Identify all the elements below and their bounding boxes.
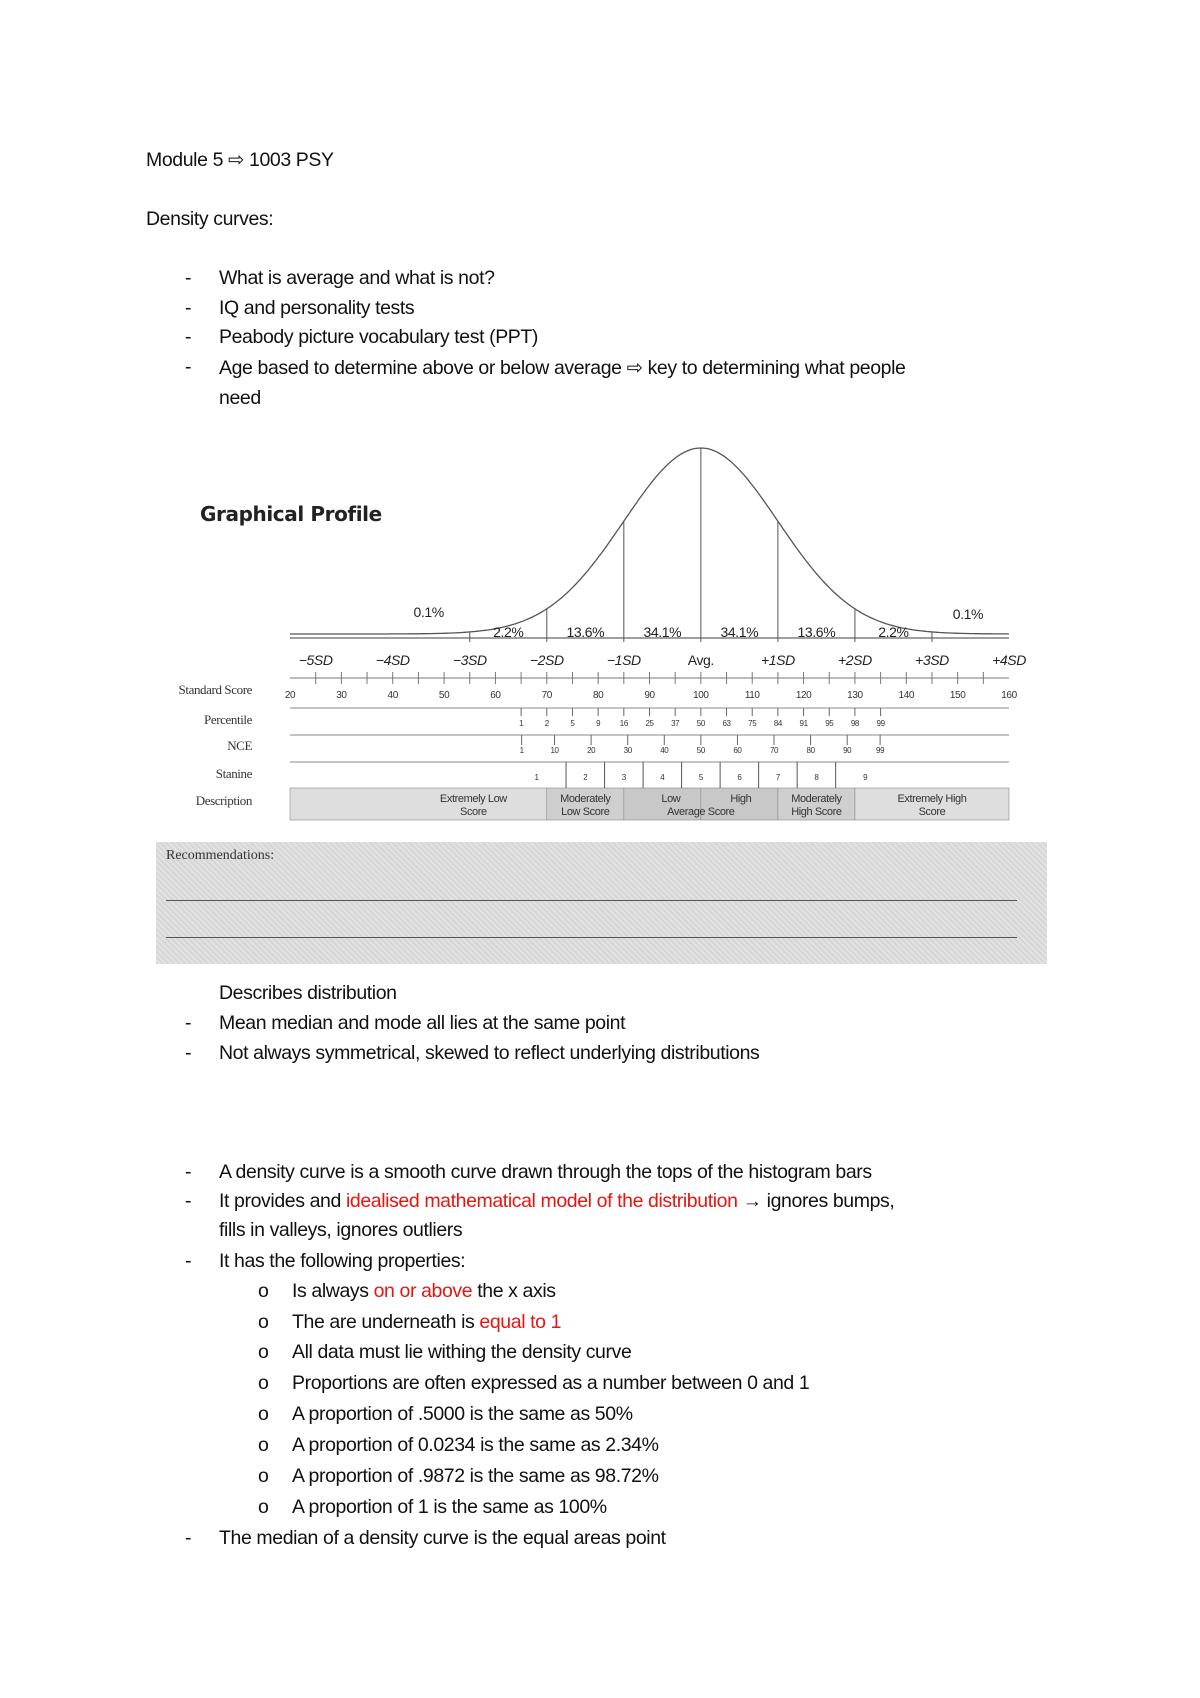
list-item: The median of a density curve is the equal areas point bbox=[219, 1527, 666, 1549]
description-label: Moderately bbox=[560, 793, 611, 805]
sub-bullet-marker: o bbox=[258, 1434, 269, 1456]
standard-score-label: 20 bbox=[284, 690, 296, 701]
sub-bullet-marker: o bbox=[258, 1280, 269, 1302]
text: It provides and bbox=[219, 1190, 346, 1212]
sub-bullet-marker: o bbox=[258, 1341, 269, 1363]
description-label: High bbox=[730, 793, 752, 805]
stanine-label: 2 bbox=[583, 773, 588, 782]
percentile-label: 84 bbox=[773, 719, 782, 728]
bullet-dash: - bbox=[185, 1012, 192, 1034]
nce-label: 40 bbox=[660, 746, 669, 755]
description-label: Average Score bbox=[667, 806, 735, 818]
percentile-label: 5 bbox=[570, 719, 575, 728]
standard-score-label: 40 bbox=[387, 690, 398, 701]
list-item: What is average and what is not? bbox=[219, 267, 495, 289]
sd-label: −3SD bbox=[452, 652, 487, 668]
standard-score-label: 160 bbox=[1001, 690, 1017, 701]
sd-label: +2SD bbox=[838, 652, 872, 668]
bullet-dash: - bbox=[185, 1190, 192, 1212]
standard-score-label: 60 bbox=[490, 690, 501, 701]
sd-label: +3SD bbox=[915, 652, 949, 668]
percentile-label: 95 bbox=[825, 719, 834, 728]
percentile-label: 98 bbox=[850, 719, 859, 728]
list-item-continuation: need bbox=[219, 387, 261, 409]
area-percent-label: 0.1% bbox=[952, 606, 984, 622]
standard-score-label: 50 bbox=[438, 690, 450, 701]
description-label: Moderately bbox=[791, 793, 842, 805]
area-percent-label: 13.6% bbox=[797, 624, 836, 640]
bullet-dash: - bbox=[185, 356, 192, 378]
list-item: Age based to determine above or below average ⇨ key to determining what people bbox=[219, 357, 906, 379]
stanine-label: 5 bbox=[698, 773, 703, 782]
sub-list-item: A proportion of .5000 is the same as 50% bbox=[292, 1403, 633, 1425]
nce-label: 70 bbox=[769, 746, 779, 755]
recommendation-line bbox=[166, 900, 1017, 901]
row-label-percentile: Percentile bbox=[204, 712, 252, 727]
doc-title: Module 5 ⇨ 1003 PSY bbox=[146, 149, 334, 171]
section-heading: Density curves: bbox=[146, 208, 274, 230]
sub-list-item: A proportion of 1 is the same as 100% bbox=[292, 1496, 607, 1518]
standard-score-label: 30 bbox=[336, 690, 347, 701]
percentile-label: 50 bbox=[696, 719, 705, 728]
graphical-profile-figure bbox=[0, 440, 1200, 840]
stanine-label: 8 bbox=[814, 773, 819, 782]
description-label: Score bbox=[460, 806, 487, 818]
sub-list-item: A proportion of .9872 is the same as 98.72% bbox=[292, 1465, 659, 1487]
standard-score-label: 120 bbox=[795, 690, 812, 701]
percentile-label: 75 bbox=[748, 719, 757, 728]
bullet-dash: - bbox=[185, 1250, 192, 1272]
row-label-description: Description bbox=[195, 793, 252, 808]
bullet-dash: - bbox=[185, 297, 192, 319]
percentile-label: 1 bbox=[519, 719, 524, 728]
nce-label: 1 bbox=[519, 746, 524, 755]
standard-score-label: 70 bbox=[541, 690, 552, 701]
sub-list-item bbox=[292, 1311, 561, 1334]
percentile-label: 9 bbox=[596, 719, 601, 728]
percentile-label: 2 bbox=[544, 719, 549, 728]
standard-score-label: 90 bbox=[644, 690, 655, 701]
standard-score-label: 110 bbox=[744, 690, 760, 701]
figure-title: Graphical Profile bbox=[200, 502, 382, 526]
list-item bbox=[219, 1190, 894, 1213]
sub-bullet-marker: o bbox=[258, 1403, 269, 1425]
row-label-standard: Standard Score bbox=[178, 682, 252, 697]
area-percent-label: 34.1% bbox=[643, 624, 682, 640]
nce-label: 10 bbox=[550, 746, 559, 755]
standard-score-label: 140 bbox=[898, 690, 915, 701]
text: → ignores bumps, bbox=[737, 1190, 895, 1212]
sub-list-item: All data must lie withing the density curve bbox=[292, 1341, 632, 1363]
highlight-text: equal to 1 bbox=[479, 1311, 562, 1333]
area-percent-label: 2.2% bbox=[878, 624, 909, 640]
area-percent-label: 0.1% bbox=[413, 604, 444, 620]
standard-score-label: 130 bbox=[847, 690, 863, 701]
sd-label: +1SD bbox=[760, 652, 795, 668]
bullet-dash: - bbox=[185, 1527, 192, 1549]
recommendations-box bbox=[156, 842, 1047, 964]
bullet-dash: - bbox=[185, 1042, 192, 1064]
list-item: Not always symmetrical, skewed to reflect underlying distributions bbox=[219, 1042, 760, 1064]
nce-label: 60 bbox=[733, 746, 742, 755]
list-item: Mean median and mode all lies at the same point bbox=[219, 1012, 626, 1034]
list-item: Peabody picture vocabulary test (PPT) bbox=[219, 326, 539, 348]
standard-score-label: 80 bbox=[592, 690, 604, 701]
percentile-label: 99 bbox=[876, 719, 885, 728]
stanine-label: 7 bbox=[775, 773, 780, 782]
sub-list-item: Proportions are often expressed as a number between 0 and 1 bbox=[292, 1372, 810, 1394]
standard-score-label: 100 bbox=[693, 690, 709, 701]
description-label: Extremely High bbox=[897, 793, 967, 805]
stanine-label: 9 bbox=[863, 773, 868, 782]
sd-label: −1SD bbox=[606, 652, 641, 668]
list-item: It has the following properties: bbox=[219, 1250, 466, 1272]
standard-score-label: 150 bbox=[949, 690, 966, 701]
sub-list-item bbox=[292, 1280, 556, 1303]
stanine-label: 1 bbox=[534, 773, 539, 782]
description-label: High Score bbox=[791, 806, 842, 818]
sd-label: −4SD bbox=[375, 652, 410, 668]
sd-label: −2SD bbox=[529, 652, 564, 668]
recommendations-label: Recommendations: bbox=[166, 848, 275, 863]
recommendation-line bbox=[166, 937, 1017, 938]
highlight-text: on or above bbox=[373, 1280, 473, 1302]
percentile-label: 25 bbox=[645, 719, 654, 728]
highlight-text: idealised mathematical model of the distribution bbox=[345, 1190, 738, 1212]
bullet-dash: - bbox=[185, 267, 192, 289]
nce-label: 80 bbox=[806, 746, 815, 755]
bullet-dash: - bbox=[185, 1161, 192, 1183]
sub-bullet-marker: o bbox=[258, 1311, 269, 1333]
nce-label: 20 bbox=[587, 746, 596, 755]
text-line: Describes distribution bbox=[219, 982, 397, 1004]
text: the x axis bbox=[472, 1280, 556, 1302]
area-percent-label: 2.2% bbox=[493, 624, 524, 640]
list-item-continuation: fills in valleys, ignores outliers bbox=[219, 1219, 463, 1241]
nce-label: 30 bbox=[623, 746, 632, 755]
row-label-stanine: Stanine bbox=[215, 766, 252, 781]
list-item: A density curve is a smooth curve drawn through the tops of the histogram bars bbox=[219, 1161, 872, 1183]
sub-bullet-marker: o bbox=[258, 1496, 269, 1518]
percentile-label: 91 bbox=[799, 719, 808, 728]
nce-label: 50 bbox=[696, 746, 705, 755]
sub-list-item: A proportion of 0.0234 is the same as 2.34% bbox=[292, 1434, 659, 1456]
bullet-dash: - bbox=[185, 326, 192, 348]
nce-label: 99 bbox=[876, 746, 885, 755]
description-label: Low bbox=[661, 793, 681, 805]
percentile-label: 16 bbox=[619, 719, 628, 728]
nce-label: 90 bbox=[843, 746, 852, 755]
area-percent-label: 34.1% bbox=[720, 624, 759, 640]
sub-bullet-marker: o bbox=[258, 1372, 269, 1394]
percentile-label: 63 bbox=[722, 719, 731, 728]
sub-bullet-marker: o bbox=[258, 1465, 269, 1487]
text: Is always bbox=[292, 1280, 374, 1302]
density-curve bbox=[290, 448, 1009, 634]
description-cell bbox=[290, 788, 547, 820]
description-label: Extremely Low bbox=[439, 793, 507, 805]
stanine-label: 4 bbox=[660, 773, 665, 782]
text: The are underneath is bbox=[292, 1311, 480, 1333]
stanine-label: 6 bbox=[737, 773, 742, 782]
percentile-label: 37 bbox=[671, 719, 680, 728]
area-percent-label: 13.6% bbox=[566, 624, 605, 640]
sd-label: Avg. bbox=[687, 652, 714, 668]
sd-label: +4SD bbox=[992, 652, 1026, 668]
sd-label: −5SD bbox=[298, 652, 333, 668]
description-label: Low Score bbox=[561, 806, 610, 818]
row-label-nce: NCE bbox=[227, 738, 252, 753]
stanine-label: 3 bbox=[621, 773, 626, 782]
description-label: Score bbox=[918, 806, 946, 818]
list-item: IQ and personality tests bbox=[219, 297, 415, 319]
